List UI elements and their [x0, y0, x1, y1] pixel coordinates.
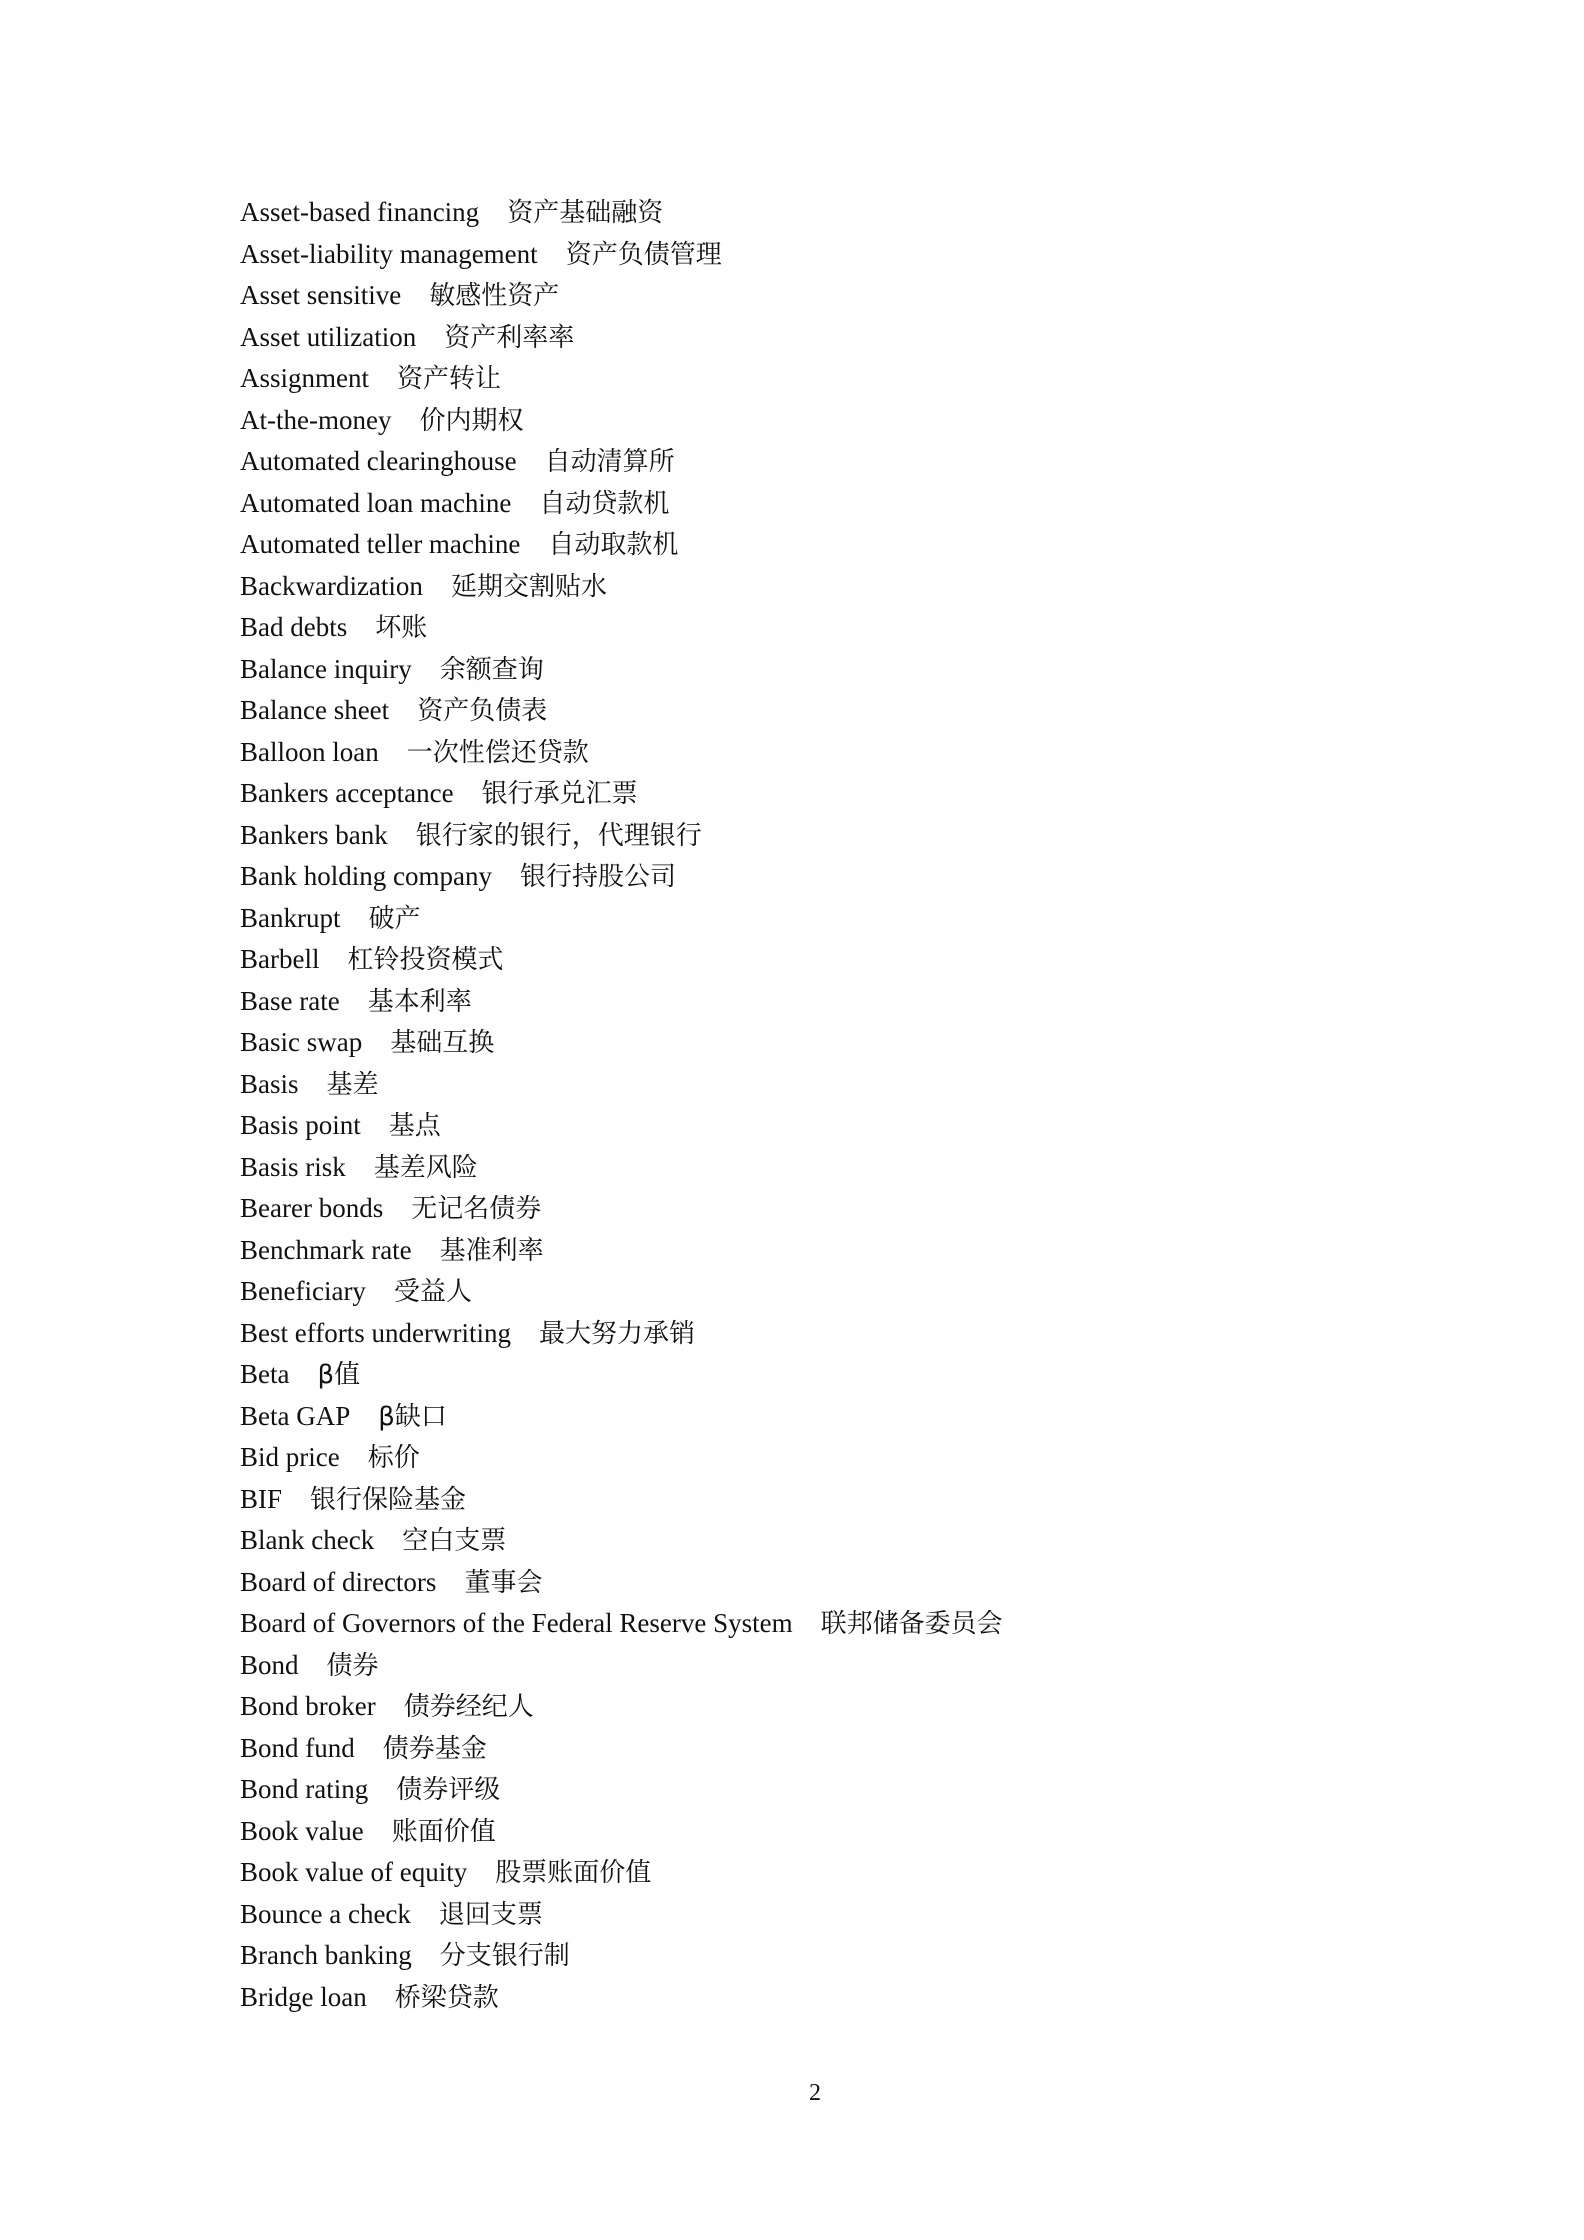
entry-translation: 空白支票: [402, 1526, 507, 1556]
entry-translation: 账面价值: [391, 1816, 496, 1847]
entry-term: Bankers bank: [240, 819, 388, 850]
glossary-entry: [240, 1562, 1440, 1604]
entry-translation: 基差风险: [373, 1152, 478, 1183]
glossary-entry: [240, 939, 1440, 981]
glossary-entry: [240, 1022, 1440, 1064]
glossary-entry: [240, 815, 1440, 857]
glossary-entry: [240, 856, 1440, 898]
entry-term: Book value of equity: [240, 1857, 468, 1887]
entry-term: Bank holding company: [240, 861, 492, 891]
entry-term: Automated loan machine: [240, 487, 512, 518]
entry-term: Bankers acceptance: [240, 778, 454, 808]
entry-translation: 杠铃投资模式: [347, 945, 504, 975]
entry-term: At-the-money: [240, 404, 392, 435]
entry-term: Bid price: [240, 1442, 340, 1472]
glossary-entry: [240, 1271, 1440, 1313]
entry-translation: 余额查询: [439, 654, 544, 685]
entry-term: Branch banking: [240, 1940, 412, 1970]
entry-translation: 一次性偿还贷款: [406, 737, 589, 768]
entry-term: Assignment: [240, 363, 370, 393]
entry-translation: 受益人: [393, 1277, 472, 1307]
glossary-entry: [240, 1354, 1440, 1396]
entry-translation: 董事会: [464, 1567, 543, 1598]
entry-translation: 敏感性资产: [429, 281, 560, 311]
entry-translation: 价内期权: [419, 405, 524, 436]
entry-term: Bounce a check: [240, 1898, 411, 1929]
entry-term: Asset-liability management: [240, 238, 538, 269]
entry-term: Barbell: [240, 944, 320, 974]
entry-translation: 延期交割贴水: [450, 571, 607, 602]
glossary-entry: [240, 234, 1440, 276]
entry-translation: 自动清算所: [544, 447, 675, 477]
glossary-entry: [240, 981, 1440, 1023]
glossary-entry: [240, 1479, 1440, 1521]
glossary-entry: [240, 1686, 1440, 1728]
glossary-entry: [240, 400, 1440, 442]
entry-translation: 资产转让: [397, 364, 502, 394]
glossary-entry: [240, 773, 1440, 815]
entry-translation: 资产基础融资: [507, 198, 664, 228]
glossary-entry: [240, 1811, 1440, 1853]
entry-term: Basis: [240, 1068, 299, 1099]
glossary-entry: [240, 1188, 1440, 1230]
entry-translation: 基差: [326, 1069, 379, 1100]
glossary-entry: [240, 607, 1440, 649]
glossary-entry: [240, 1396, 1440, 1438]
entry-term: Bond fund: [240, 1732, 355, 1763]
entry-term: Bad debts: [240, 612, 348, 642]
entry-translation: 基本利率: [367, 986, 472, 1017]
entry-term: Board of directors: [240, 1566, 437, 1597]
entry-term: Best efforts underwriting: [240, 1317, 511, 1348]
entry-translation: 资产利率率: [444, 322, 575, 353]
glossary-entry: [240, 317, 1440, 359]
glossary-entry: [240, 1064, 1440, 1106]
entry-term: Bond rating: [240, 1774, 369, 1804]
entry-term: Bearer bonds: [240, 1193, 384, 1223]
entry-term: Bond broker: [240, 1691, 376, 1721]
glossary-entry: [240, 1230, 1440, 1272]
entry-term: Blank check: [240, 1525, 375, 1555]
glossary-entry: [240, 358, 1440, 400]
entry-translation: 银行持股公司: [519, 862, 676, 892]
glossary-entry: [240, 483, 1440, 525]
glossary-entry: [240, 1728, 1440, 1770]
entry-term: Asset sensitive: [240, 280, 402, 310]
entry-term: Beta GAP: [240, 1400, 351, 1431]
glossary-entry: [240, 275, 1440, 317]
entry-translation: 基准利率: [439, 1235, 544, 1266]
entry-term: Book value: [240, 1815, 364, 1846]
entry-translation: 资产负债表: [417, 696, 548, 726]
entry-term: Balloon loan: [240, 736, 379, 767]
entry-translation: 基点: [388, 1111, 441, 1141]
entry-translation: β值: [317, 1360, 361, 1390]
glossary-list: [240, 192, 1440, 2018]
entry-term: Base rate: [240, 985, 340, 1016]
glossary-entry: [240, 441, 1440, 483]
entry-translation: 债券: [326, 1650, 379, 1681]
glossary-entry: [240, 649, 1440, 691]
entry-term: Benchmark rate: [240, 1234, 412, 1265]
glossary-entry: [240, 732, 1440, 774]
glossary-entry: [240, 1645, 1440, 1687]
glossary-entry: [240, 1894, 1440, 1936]
entry-translation: 银行保险基金: [310, 1484, 467, 1515]
entry-translation: 银行家的银行，代理银行: [415, 820, 702, 851]
entry-term: Beta: [240, 1359, 290, 1389]
glossary-entry: [240, 1935, 1440, 1977]
entry-translation: 自动取款机: [548, 530, 679, 560]
entry-translation: 银行承兑汇票: [481, 779, 638, 809]
glossary-entry: [240, 524, 1440, 566]
entry-term: Basis risk: [240, 1151, 346, 1182]
entry-translation: β缺口: [378, 1401, 447, 1432]
entry-term: Backwardization: [240, 570, 423, 601]
entry-term: Basis point: [240, 1110, 361, 1140]
entry-translation: 标价: [367, 1443, 420, 1473]
glossary-entry: [240, 192, 1440, 234]
glossary-entry: [240, 566, 1440, 608]
entry-term: Bond: [240, 1649, 299, 1680]
entry-translation: 基础互换: [390, 1028, 495, 1058]
entry-term: Balance sheet: [240, 695, 390, 725]
entry-translation: 最大努力承销: [538, 1318, 695, 1349]
entry-translation: 无记名债券: [411, 1194, 542, 1224]
glossary-entry: [240, 1603, 1440, 1645]
page-number: 2: [809, 2080, 821, 2106]
entry-translation: 债券基金: [382, 1733, 487, 1764]
entry-translation: 桥梁贷款: [394, 1982, 499, 2013]
entry-term: BIF: [240, 1483, 283, 1514]
entry-translation: 退回支票: [438, 1899, 543, 1930]
entry-term: Automated clearinghouse: [240, 446, 517, 476]
entry-translation: 债券经纪人: [403, 1692, 534, 1722]
entry-term: Basic swap: [240, 1027, 363, 1057]
entry-term: Automated teller machine: [240, 529, 521, 559]
glossary-entry: [240, 1437, 1440, 1479]
entry-translation: 坏账: [375, 613, 428, 643]
glossary-entry: [240, 1105, 1440, 1147]
entry-term: Board of Governors of the Federal Reserve System: [240, 1608, 793, 1638]
glossary-entry: [240, 1147, 1440, 1189]
glossary-entry: [240, 898, 1440, 940]
glossary-entry: [240, 1769, 1440, 1811]
entry-term: Bridge loan: [240, 1981, 367, 2012]
glossary-entry: [240, 1977, 1440, 2019]
entry-term: Asset-based financing: [240, 197, 480, 227]
entry-translation: 联邦储备委员会: [820, 1609, 1003, 1639]
entry-translation: 破产: [368, 903, 421, 934]
entry-translation: 分支银行制: [439, 1941, 570, 1971]
entry-translation: 债券评级: [396, 1775, 501, 1805]
entry-term: Bankrupt: [240, 902, 341, 933]
glossary-entry: [240, 1313, 1440, 1355]
entry-translation: 自动贷款机: [539, 488, 670, 519]
entry-translation: 股票账面价值: [495, 1858, 652, 1888]
entry-term: Beneficiary: [240, 1276, 366, 1306]
glossary-entry: [240, 1852, 1440, 1894]
entry-term: Asset utilization: [240, 321, 417, 352]
glossary-entry: [240, 1520, 1440, 1562]
glossary-entry: [240, 690, 1440, 732]
entry-translation: 资产负债管理: [565, 239, 722, 270]
entry-term: Balance inquiry: [240, 653, 412, 684]
